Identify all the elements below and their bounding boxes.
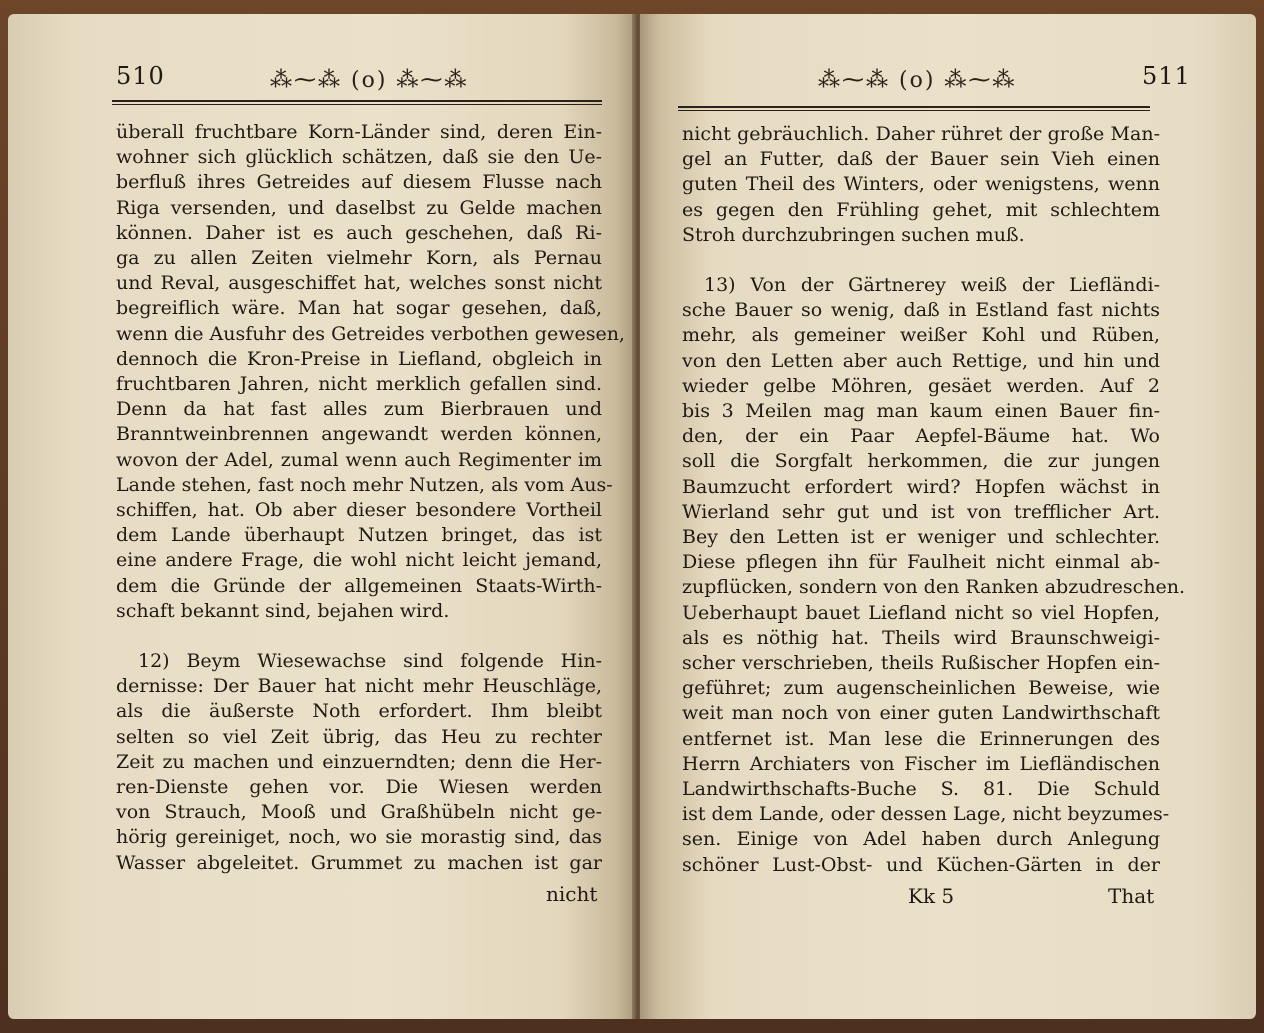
text-line: Diese pflegen ihn für Faulheit nicht einmal ab- bbox=[682, 551, 1160, 574]
text-line: dem Lande überhaupt Nutzen bringet, das ist bbox=[116, 524, 602, 547]
text-line: wohner sich glücklich schätzen, daß sie den Ue- bbox=[116, 146, 602, 169]
text-line: soll die Sorgfalt herkommen, die zur jungen bbox=[682, 450, 1160, 473]
text-line: entfernet ist. Man lese die Erinnerungen des bbox=[682, 727, 1160, 750]
text-line: Herrn Archiaters von Fischer im Liefländischen bbox=[682, 752, 1160, 775]
text-line: schiffen, hat. Ob aber dieser besondere Vortheil bbox=[116, 499, 602, 522]
text-line: ren-Dienste gehen vor. Die Wiesen werden bbox=[116, 776, 602, 799]
text-line: fruchtbaren Jahren, nicht merklich gefallen sind. bbox=[116, 373, 602, 396]
text-line: dernisse: Der Bauer hat nicht mehr Heuschläge, bbox=[116, 675, 602, 698]
text-line: können. Daher ist es auch geschehen, daß Ri- bbox=[116, 221, 602, 244]
text-line: dem die Gründe der allgemeinen Staats-Wirth- bbox=[116, 574, 602, 597]
text-line: wenn die Ausfuhr des Getreides verbothen gewesen, bbox=[116, 322, 625, 345]
text-line: wieder gelbe Möhren, gesäet werden. Auf 2 bbox=[682, 374, 1160, 397]
catchword: nicht bbox=[546, 882, 598, 906]
text-line: Bey den Letten ist er weniger und schlechter. bbox=[682, 526, 1160, 549]
text-line: von den Letten aber auch Rettige, und hin und bbox=[682, 349, 1160, 372]
page-number: 511 bbox=[1142, 62, 1191, 90]
header-ornament: ⁂⁓⁂ (o) ⁂⁓⁂ bbox=[818, 68, 1017, 93]
text-line: als es nöthig hat. Theils wird Braunschweigi- bbox=[682, 626, 1160, 649]
text-line: von Strauch, Mooß und Graßhübeln nicht ge- bbox=[116, 801, 602, 824]
text-line: Stroh durchzubringen suchen muß. bbox=[682, 223, 1025, 246]
text-line: gel an Futter, daß der Bauer sein Vieh einen bbox=[682, 148, 1160, 171]
text-line: Baumzucht erfordert wird? Hopfen wächst in bbox=[682, 475, 1160, 498]
text-line: es gegen den Frühling gehet, mit schlechtem bbox=[682, 198, 1160, 221]
text-line: wovon der Adel, zumal wenn auch Regimenter im bbox=[116, 448, 602, 471]
text-line: Landwirthschafts-Buche S. 81. Die Schuld bbox=[682, 778, 1160, 801]
text-line: Denn da hat fast alles zum Bierbrauen und bbox=[116, 398, 602, 421]
text-line: Wierland sehr gut und ist von trefflicher Art. bbox=[682, 500, 1160, 523]
text-line: als die äußerste Noth erfordert. Ihm bleibt bbox=[116, 700, 602, 723]
paragraph-gap bbox=[116, 624, 602, 649]
text-line: und Reval, ausgeschiffet hat, welches sonst nicht bbox=[116, 272, 602, 295]
catchword: That bbox=[1108, 884, 1155, 908]
page-number: 510 bbox=[116, 62, 165, 90]
header-rule bbox=[112, 100, 602, 105]
text-line: mehr, als gemeiner weißer Kohl und Rüben, bbox=[682, 324, 1160, 347]
text-line: weit man noch von einer guten Landwirthschaft bbox=[682, 702, 1160, 725]
text-line: Branntweinbrennen angewandt werden können, bbox=[116, 423, 602, 446]
text-line: hörig gereiniget, noch, wo sie morastig sind, das bbox=[116, 826, 602, 849]
text-line: eine andere Frage, die wohl nicht leicht jemand, bbox=[116, 549, 602, 572]
text-line: bis 3 Meilen mag man kaum einen Bauer fin- bbox=[682, 400, 1160, 423]
text-line: Zeit zu machen und einzuerndten; denn die Her- bbox=[116, 750, 602, 773]
text-line: ist dem Lande, oder dessen Lage, nicht beyzumes- bbox=[682, 803, 1170, 826]
right-page-body bbox=[682, 122, 1186, 878]
text-line: den, der ein Paar Aepfel-Bäume hat. Wo bbox=[682, 425, 1160, 448]
text-line: zupflücken, sondern von den Ranken abzudreschen. bbox=[682, 576, 1186, 599]
text-line: ga zu allen Zeiten vielmehr Korn, als Pernau bbox=[116, 247, 602, 270]
text-line: berfluß ihres Getreides auf diesem Flusse nach bbox=[116, 171, 602, 194]
text-line: dennoch die Kron-Preise in Liefland, obgleich in bbox=[116, 347, 602, 370]
text-line: Riga versenden, und daselbst zu Gelde machen bbox=[116, 196, 602, 219]
signature-mark: Kk 5 bbox=[908, 884, 955, 908]
header-ornament: ⁂⁓⁂ (o) ⁂⁓⁂ bbox=[270, 68, 469, 93]
text-line: sche Bauer so wenig, daß in Estland fast nichts bbox=[682, 299, 1160, 322]
text-line: sen. Einige von Adel haben durch Anlegung bbox=[682, 828, 1160, 851]
text-line: guten Theil des Winters, oder wenigstens, wenn bbox=[682, 173, 1160, 196]
text-line: geführet; zum augenscheinlichen Beweise, wie bbox=[682, 677, 1160, 700]
text-line: schaft bekannt sind, bejahen wird. bbox=[116, 599, 450, 622]
header-rule bbox=[678, 106, 1150, 111]
text-line: schöner Lust-Obst- und Küchen-Gärten in der bbox=[682, 853, 1160, 876]
text-line: 13) Von der Gärtnerey weiß der Liefländi- bbox=[704, 274, 1160, 297]
right-page bbox=[640, 14, 1256, 1019]
paragraph-gap bbox=[682, 248, 1160, 273]
text-line: 12) Beym Wiesewachse sind folgende Hin- bbox=[138, 650, 602, 673]
text-line: selten so viel Zeit übrig, das Heu zu rechter bbox=[116, 725, 602, 748]
text-line: Ueberhaupt bauet Liefland nicht so viel Hopfen, bbox=[682, 601, 1160, 624]
text-line: nicht gebräuchlich. Daher rühret der große Man- bbox=[682, 123, 1160, 145]
text-line: überall fruchtbare Korn-Länder sind, deren Ein- bbox=[116, 121, 602, 143]
text-line: Lande stehen, fast noch mehr Nutzen, als vom Aus- bbox=[116, 473, 613, 496]
left-page-body bbox=[116, 120, 625, 876]
text-line: begreiflich wäre. Man hat sogar gesehen, daß, bbox=[116, 297, 602, 320]
text-line: scher verschrieben, theils Rußischer Hopfen ein- bbox=[682, 652, 1160, 675]
left-page bbox=[8, 14, 636, 1019]
text-line: Wasser abgeleitet. Grummet zu machen ist gar bbox=[116, 851, 602, 874]
